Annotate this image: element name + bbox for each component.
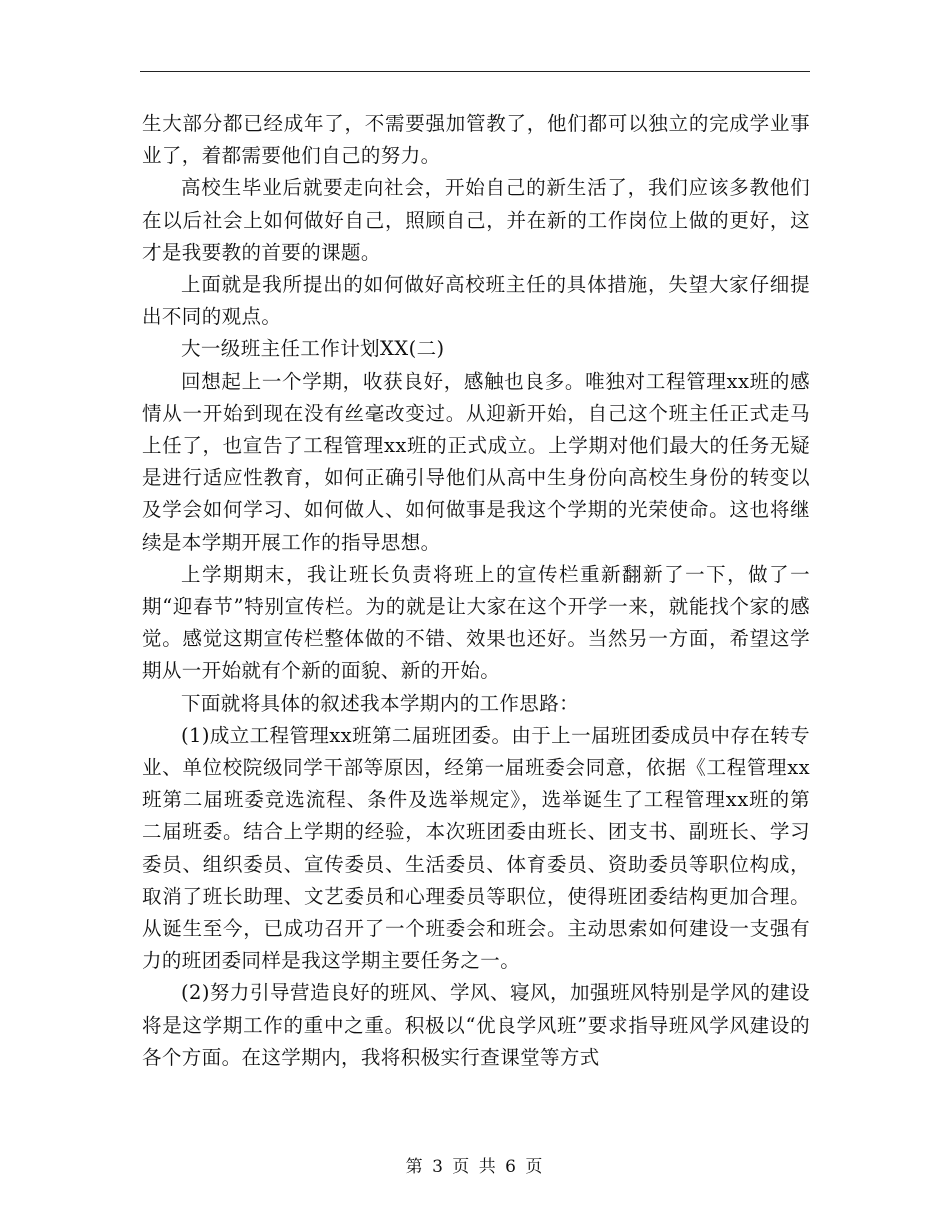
paragraph: 上面就是我所提出的如何做好高校班主任的具体措施，失望大家仔细提出不同的观点。 [142,273,810,329]
paragraph: (2)努力引导营造良好的班风、学风、寝风，加强班风特别是学风的建设将是这学期工作的重中之重。积极以“优良学风班”要求指导班风学风建设的各个方面。在这学期内，我将积极实行查课堂等方式 [142,981,810,1069]
body-text [142,108,810,1074]
section-title: 大一级班主任工作计划XX(二) [181,337,445,361]
header-rule [140,71,810,72]
page-footer: 第 3 页 共 6 页 [405,1157,545,1177]
paragraph: 回想起上一个学期，收获良好，感触也良多。唯独对工程管理xx班的感情从一开始到现在没有丝毫改变过。从迎新开始，自己这个班主任正式走马上任了，也宣告了工程管理xx班的正式成立。上学期对他们最大的任务无疑是进行适应性教育，如何正确引导他们从高中生身份向高校生身份的转变以及学会如何学习、如何做人、如何做事是我这个学期的光荣使命。这也将继续是本学期开展工作的指导思想。 [142,369,810,554]
paragraph: (1)成立工程管理xx班第二届班团委。由于上一届班团委成员中存在转专业、单位校院级同学干部等原因，经第一届班委会同意，依据《工程管理xx班第二届班委竞选流程、条件及选举规定》，选举诞生了工程管理xx班的第二届班委。结合上学期的经验，本次班团委由班长、团支书、副班长、学习委员、组织委员、宣传委员、生活委员、体育委员、资助委员等职位构成，取消了班长助理、文艺委员和心理委员等职位，使得班团委结构更加合理。从诞生至今，已成功召开了一个班委会和班会。主动思索如何建设一支强有力的班团委同样是我这学期主要任务之一。 [142,723,810,973]
paragraph: 上学期期末，我让班长负责将班上的宣传栏重新翻新了一下，做了一期“迎春节”特别宣传栏。为的就是让大家在这个开学一来，就能找个家的感觉。感觉这期宣传栏整体做的不错、效果也还好。当然另一方面，希望这学期从一开始就有个新的面貌、新的开始。 [142,562,810,683]
paragraph-continued: 生大部分都已经成年了，不需要强加管教了，他们都可以独立的完成学业事业了，着都需要他们自己的努力。 [142,112,810,168]
paragraph: 高校生毕业后就要走向社会，开始自己的新生活了，我们应该多教他们在以后社会上如何做好自己，照顾自己，并在新的工作岗位上做的更好，这才是我要教的首要的课题。 [142,176,810,264]
paragraph: 下面就将具体的叙述我本学期内的工作思路： [181,691,580,715]
